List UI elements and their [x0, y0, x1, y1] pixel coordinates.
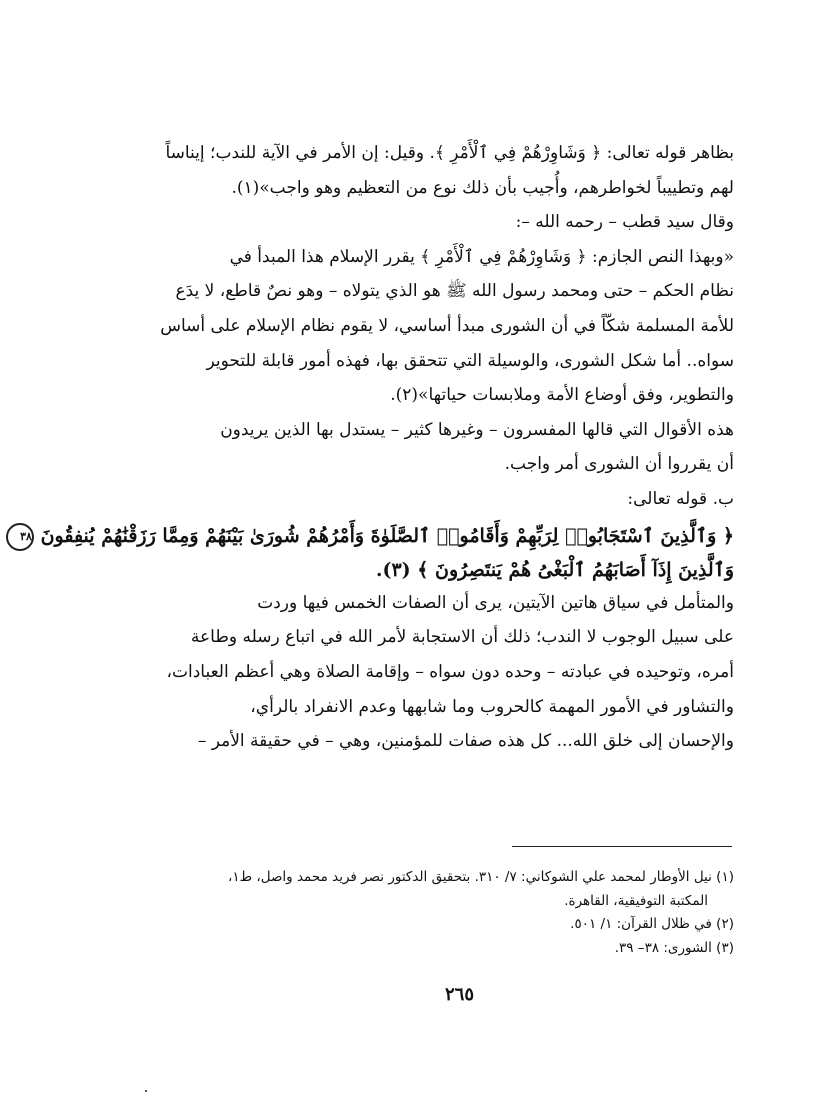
footnote-2: (٢) في ظلال القرآن: ١/ ٥٠١. [570, 916, 734, 932]
text-line: سواه.. أما شكل الشورى، والوسيلة التي تتحقق بها، فهذه أمور قابلة للتحوير [206, 350, 734, 371]
text-line: هذه الأقوال التي قالها المفسرون – وغيرها كثير – يستدل بها الذين يريدون [220, 419, 734, 440]
text-line: ب. قوله تعالى: [627, 488, 734, 509]
text-line: أمره، وتوحيده في عبادته – وحده دون سواه – وإقامة الصلاة وهي أعظم العبادات، [166, 661, 734, 682]
ayah-number-marker: ٣٨ [6, 523, 34, 551]
text-line: على سبيل الوجوب لا الندب؛ ذلك أن الاستجابة لأمر الله في اتباع رسله وطاعة [190, 627, 734, 648]
text-line: نظام الحكم – حتى ومحمد رسول الله ﷺ هو الذي يتولاه – وهو نصٌ قاطع، لا يدَع [175, 281, 734, 302]
text-line: لهم وتطييباً لخواطرهم، وأُجيب بأن ذلك نوع من التعظيم وهو واجب»(١). [231, 177, 734, 198]
footnotes [179, 866, 734, 960]
scan-speck [145, 1090, 147, 1092]
footnote-divider [512, 846, 732, 847]
footnote-1-continued: المكتبة التوفيقية، القاهرة. [564, 892, 708, 909]
text-line: بظاهر قوله تعالى: ﴿ وَشَاوِرْهُمْ فِي ٱلْأَمْرِ ﴾. وقيل: إن الأمر في الآية للندب؛ إيناساً [165, 143, 734, 163]
text-line: والتشاور في الأمور المهمة كالحروب وما شابهها وعدم الانفراد بالرأي، [250, 696, 734, 717]
footnote-1: (١) نيل الأوطار لمحمد علي الشوكاني: ٧/ ٣١٠. بتحقيق الدكتور نصر فريد محمد واصل، ط١، [227, 869, 734, 885]
text-line: والإحسان إلى خلق الله... كل هذه صفات للمؤمنين، وهي – في حقيقة الأمر – [197, 731, 734, 752]
quran-verse-text: ﴿ وَٱلَّذِينَ ٱسْتَجَابُوا۟ لِرَبِّهِمْ وَأَقَامُوا۟ ٱلصَّلَوٰةَ وَأَمْرُهُمْ شُورَىٰ بَيْنَهُمْ وَمِمَّا رَزَقْنَٰهُمْ يُنفِقُونَ [40, 524, 734, 547]
text-line: وقال سيد قطب – رحمه الله –: [515, 212, 734, 233]
book-page [20, 0, 837, 1109]
text-line: والتطوير، وفق أوضاع الأمة وملابسات حياتها»(٢). [390, 385, 734, 406]
footnote-3: (٣) الشورى: ٣٨– ٣٩. [614, 939, 734, 956]
quran-verse-block [20, 517, 734, 586]
quran-verse-line [20, 517, 734, 552]
page-number: ٢٦٥ [444, 984, 474, 1005]
text-line: أن يقرروا أن الشورى أمر واجب. [504, 454, 734, 475]
text-line: والمتأمل في سياق هاتين الآيتين، يرى أن الصفات الخمس فيها وردت [257, 592, 734, 613]
quran-verse-line: وَٱلَّذِينَ إِذَآ أَصَابَهُمُ ٱلْبَغْىُ هُمْ يَنتَصِرُونَ ﴾ (٣). [375, 559, 734, 582]
text-line: «وبهذا النص الجازم: ﴿ وَشَاوِرْهُمْ فِي ٱلْأَمْرِ ﴾ يقرر الإسلام هذا المبدأ في [229, 246, 734, 267]
main-text [20, 136, 734, 759]
text-line: للأمة المسلمة شكّاً في أن الشورى مبدأ أساسي، لا يقوم نظام الإسلام على أساس [160, 315, 734, 336]
